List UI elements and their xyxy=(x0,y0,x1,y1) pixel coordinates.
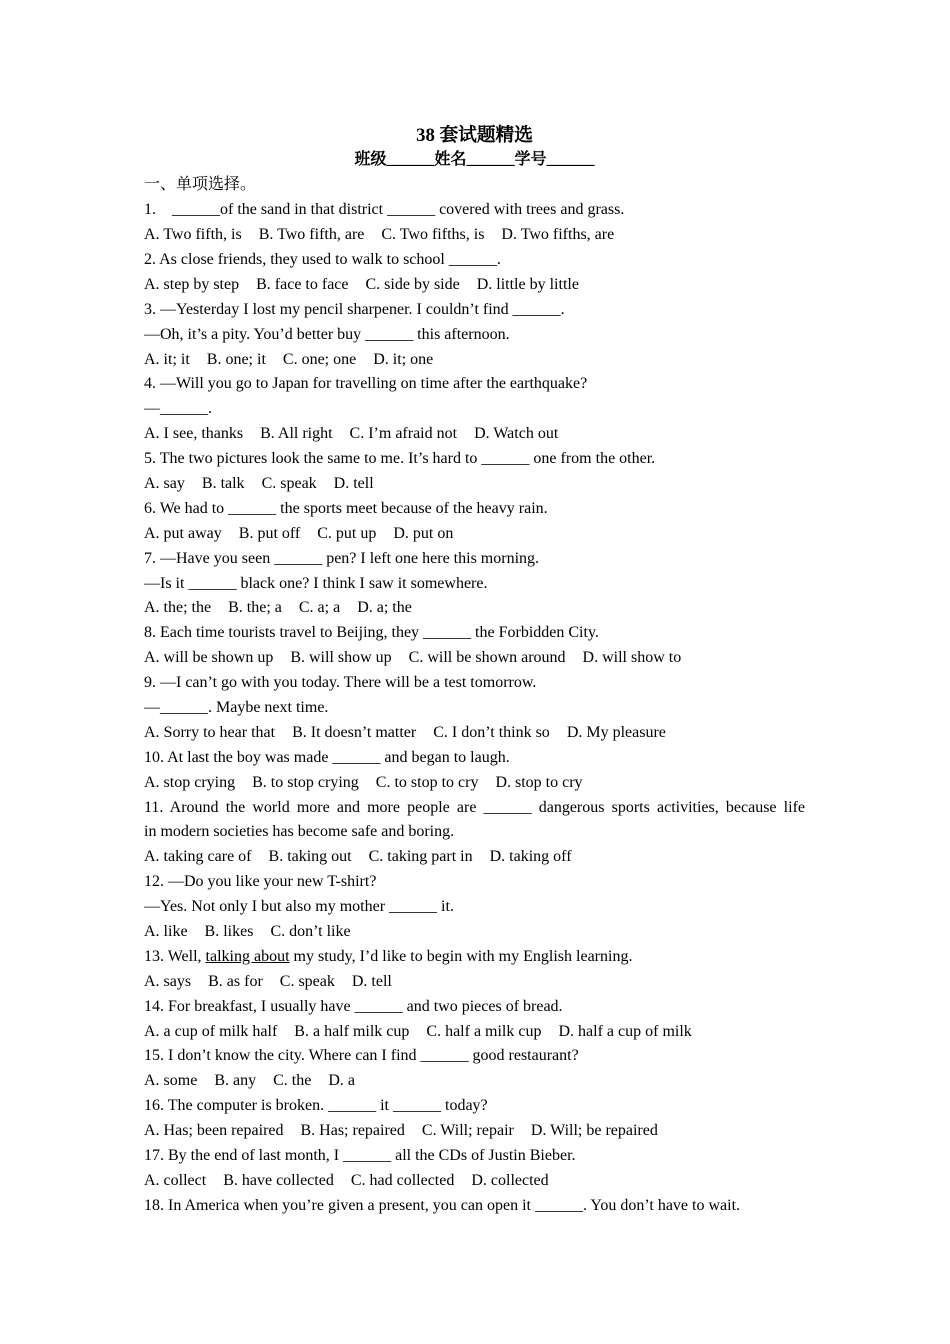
question-13-stem xyxy=(144,945,805,970)
option-d: D. tell xyxy=(333,474,374,492)
option-a: A. it; it xyxy=(144,350,190,368)
option-b: B. any xyxy=(214,1072,257,1090)
question-7-reply: —Is it ______ black one? I think I saw it somewhere. xyxy=(144,574,488,592)
option-c: C. a; a xyxy=(298,599,341,617)
option-c: C. will be shown around xyxy=(408,649,566,667)
option-b: B. It doesn’t matter xyxy=(292,723,417,741)
option-d: D. put on xyxy=(393,524,454,542)
question-6 xyxy=(144,497,805,547)
question-15 xyxy=(144,1044,805,1094)
option-a: A. stop crying xyxy=(144,773,236,791)
option-b: B. have collected xyxy=(223,1171,334,1189)
option-d: D. collected xyxy=(471,1171,549,1189)
option-c: C. don’t like xyxy=(270,923,351,940)
option-a: A. collect xyxy=(144,1171,207,1189)
question-13-stem-after: my study, I’d like to begin with my English learning. xyxy=(289,947,633,965)
option-c: C. Will; repair xyxy=(421,1122,514,1140)
option-b: B. taking out xyxy=(268,848,352,866)
question-7-stem: 7. —Have you seen ______ pen? I left one here this morning. xyxy=(144,549,540,567)
option-a: A. say xyxy=(144,474,185,492)
option-a: A. like xyxy=(144,923,188,940)
option-d: D. little by little xyxy=(476,275,579,293)
question-13-stem-before: 13. Well, xyxy=(144,947,206,965)
question-2 xyxy=(144,248,805,298)
question-2-stem: 2. As close friends, they used to walk to school ______. xyxy=(144,250,501,268)
question-1-stem: 1. ______of the sand in that district ______ covered with trees and grass. xyxy=(144,201,625,219)
page-title: 38 套试题精选 xyxy=(416,124,533,146)
question-9-options xyxy=(144,721,805,746)
question-13-underlined-phrase: talking about xyxy=(205,947,290,965)
question-18-stem: 18. In America when you’re given a present, you can open it ______. You don’t have to wait. xyxy=(144,1196,741,1214)
question-9-stem: 9. —I can’t go with you today. There will be a test tomorrow. xyxy=(144,674,537,692)
question-17-options xyxy=(144,1169,805,1194)
option-c: C. Two fifths, is xyxy=(381,226,485,244)
question-1-options xyxy=(144,223,805,248)
option-b: B. face to face xyxy=(256,275,349,293)
question-14-options xyxy=(144,1020,805,1045)
question-15-stem: 15. I don’t know the city. Where can I find ______ good restaurant? xyxy=(144,1047,579,1065)
option-d: D. Two fifths, are xyxy=(501,226,615,244)
question-10-stem: 10. At last the boy was made ______ and began to laugh. xyxy=(144,748,510,766)
option-d: D. half a cup of milk xyxy=(558,1022,692,1040)
question-9-reply: —______. Maybe next time. xyxy=(144,698,329,716)
question-8-stem: 8. Each time tourists travel to Beijing, they ______ the Forbidden City. xyxy=(144,624,599,642)
question-10 xyxy=(144,746,805,796)
option-a: A. says xyxy=(144,972,192,990)
question-8 xyxy=(144,621,805,671)
option-b: B. to stop crying xyxy=(252,773,359,791)
option-d: D. taking off xyxy=(489,848,572,866)
question-16-stem: 16. The computer is broken. ______ it ______ today? xyxy=(144,1097,488,1115)
question-9 xyxy=(144,671,805,746)
option-a: A. will be shown up xyxy=(144,649,274,667)
question-4-options xyxy=(144,422,805,447)
section-title: 一、单项选择。 xyxy=(144,176,257,194)
option-d: D. Watch out xyxy=(474,425,559,443)
option-c: C. had collected xyxy=(350,1171,455,1189)
question-6-stem: 6. We had to ______ the sports meet because of the heavy rain. xyxy=(144,499,548,517)
option-d: D. My pleasure xyxy=(566,723,666,741)
option-b: B. put off xyxy=(238,524,301,542)
option-d: D. it; one xyxy=(373,350,434,368)
question-16 xyxy=(144,1094,805,1144)
option-a: A. some xyxy=(144,1072,198,1090)
option-a: A. Has; been repaired xyxy=(144,1122,284,1140)
option-b: B. talk xyxy=(201,474,245,492)
question-17-stem: 17. By the end of last month, I ______ all the CDs of Justin Bieber. xyxy=(144,1147,576,1165)
question-5 xyxy=(144,447,805,497)
question-11-options xyxy=(144,845,805,870)
option-c: C. to stop to cry xyxy=(375,773,479,791)
question-7-options xyxy=(144,596,805,621)
option-c: C. one; one xyxy=(282,350,357,368)
option-c: C. side by side xyxy=(365,275,460,293)
option-b: B. will show up xyxy=(290,649,392,667)
option-b: B. Two fifth, are xyxy=(258,226,365,244)
question-11-stem: 11. Around the world more and more people are ______ dangerous sports activities, because life xyxy=(144,798,805,816)
question-5-stem: 5. The two pictures look the same to me. It’s hard to ______ one from the other. xyxy=(144,450,656,468)
option-c: C. taking part in xyxy=(368,848,473,866)
question-17 xyxy=(144,1144,805,1194)
exam-content xyxy=(144,124,805,1219)
option-c: C. speak xyxy=(279,972,335,990)
option-d: D. Will; be repaired xyxy=(530,1122,658,1140)
option-b: B. Has; repaired xyxy=(300,1122,405,1140)
question-11 xyxy=(144,796,805,871)
option-d: D. will show to xyxy=(582,649,682,667)
option-c: C. put up xyxy=(317,524,377,542)
question-14-stem: 14. For breakfast, I usually have ______ and two pieces of bread. xyxy=(144,997,563,1015)
question-4-reply: —______. xyxy=(144,400,212,418)
question-13 xyxy=(144,945,805,995)
option-a: A. step by step xyxy=(144,275,240,293)
option-a: A. the; the xyxy=(144,599,212,617)
option-a: A. Two fifth, is xyxy=(144,226,242,244)
question-6-options xyxy=(144,522,805,547)
question-12-stem: 12. —Do you like your new T-shirt? xyxy=(144,873,377,891)
question-12-options xyxy=(144,920,805,945)
question-18 xyxy=(144,1194,805,1219)
question-7 xyxy=(144,547,805,622)
question-16-options xyxy=(144,1119,805,1144)
option-a: A. put away xyxy=(144,524,222,542)
question-13-options xyxy=(144,970,805,995)
question-5-options xyxy=(144,472,805,497)
question-3-options xyxy=(144,348,805,373)
option-b: B. likes xyxy=(204,923,254,940)
option-a: A. taking care of xyxy=(144,848,252,866)
question-3-stem: 3. —Yesterday I lost my pencil sharpener. I couldn’t find ______. xyxy=(144,300,565,318)
question-2-options xyxy=(144,273,805,298)
question-1 xyxy=(144,198,805,248)
option-d: D. a; the xyxy=(357,599,412,617)
student-info-line: 班级______姓名______学号______ xyxy=(354,151,595,169)
question-14 xyxy=(144,995,805,1045)
question-12-reply: —Yes. Not only I but also my mother ______ it. xyxy=(144,898,454,916)
option-b: B. as for xyxy=(208,972,263,990)
question-3 xyxy=(144,298,805,373)
question-10-options xyxy=(144,771,805,796)
option-c: C. half a milk cup xyxy=(426,1022,542,1040)
question-4-stem: 4. —Will you go to Japan for travelling on time after the earthquake? xyxy=(144,375,588,393)
option-d: D. a xyxy=(328,1072,355,1090)
option-b: B. the; a xyxy=(228,599,282,617)
option-c: C. I’m afraid not xyxy=(349,425,458,443)
question-4 xyxy=(144,372,805,447)
option-a: A. I see, thanks xyxy=(144,425,244,443)
option-d: D. tell xyxy=(351,972,392,990)
option-d: D. stop to cry xyxy=(495,773,583,791)
question-11-stem-continued: in modern societies has become safe and boring. xyxy=(144,823,455,841)
question-12 xyxy=(144,870,805,945)
option-b: B. All right xyxy=(260,425,333,443)
question-15-options xyxy=(144,1069,805,1094)
option-b: B. one; it xyxy=(206,350,266,368)
option-a: A. Sorry to hear that xyxy=(144,723,276,741)
option-a: A. a cup of milk half xyxy=(144,1022,278,1040)
option-b: B. a half milk cup xyxy=(294,1022,410,1040)
option-c: C. speak xyxy=(261,474,317,492)
option-c: C. the xyxy=(273,1072,312,1090)
option-c: C. I don’t think so xyxy=(433,723,550,741)
question-3-reply: —Oh, it’s a pity. You’d better buy ______ this afternoon. xyxy=(144,325,510,343)
question-8-options xyxy=(144,646,805,671)
